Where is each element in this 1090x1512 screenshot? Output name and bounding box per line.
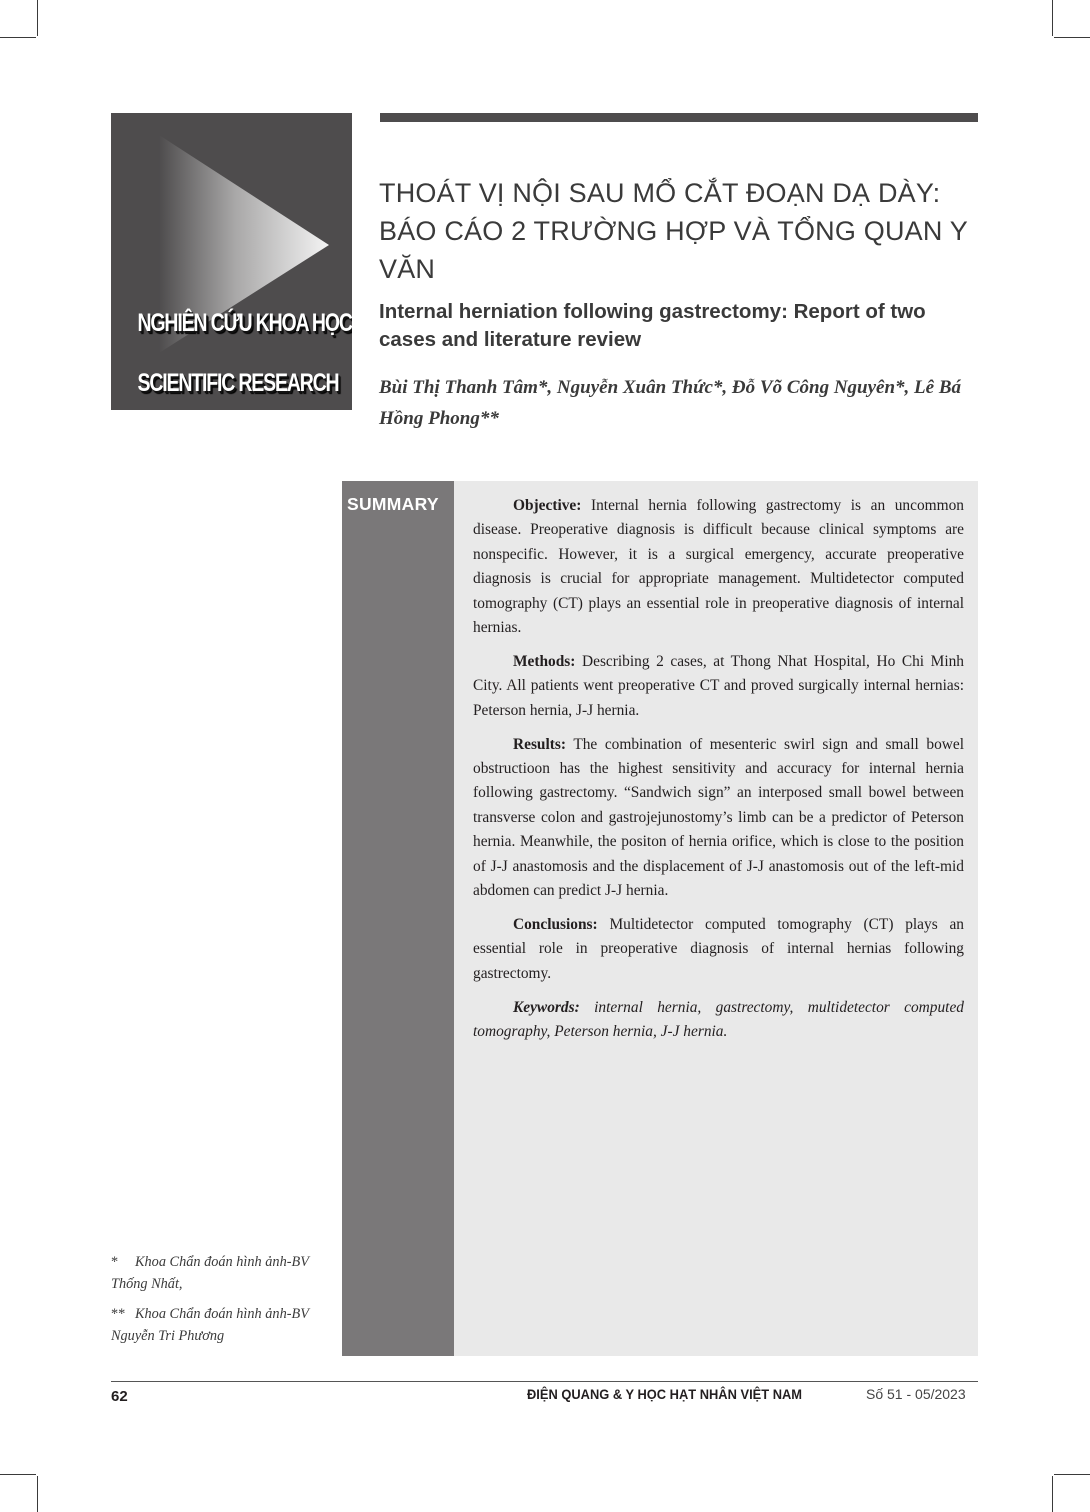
section-label-english: SCIENTIFIC RESEARCH: [137, 369, 339, 397]
crop-mark: [37, 1476, 38, 1512]
summary-sidebar: [342, 481, 454, 1356]
affiliation-marker: **: [111, 1306, 126, 1322]
issue-info: Số 51 - 05/2023: [866, 1386, 966, 1402]
summary-body: [473, 494, 964, 1054]
crop-mark: [37, 0, 38, 36]
article-title-english: Internal herniation following gastrectomy: Report of two cases and literature review: [379, 300, 926, 351]
affiliation-text: Khoa Chẩn đoán hình ảnh-BV Thống Nhất,: [111, 1254, 309, 1292]
objective-label: Objective:: [513, 497, 582, 514]
crop-mark: [1052, 0, 1053, 36]
keywords-text: internal hernia, gastrectomy, multidetector computed tomography, Peterson hernia, J-J hernia.: [473, 998, 964, 1041]
header-rule: [380, 113, 978, 122]
affiliation-item: [111, 1251, 336, 1295]
affiliation-text: Khoa Chẩn đoán hình ảnh-BV Nguyễn Tri Phương: [111, 1306, 309, 1344]
affiliation-item: [111, 1303, 336, 1347]
journal-title: ĐIỆN QUANG & Y HỌC HẠT NHÂN VIỆT NAM: [527, 1386, 803, 1402]
objective-paragraph: [473, 494, 964, 640]
crop-mark: [1054, 37, 1090, 38]
objective-text: Internal hernia following gastrectomy is an uncommon disease. Preoperative diagnosis is difficult because clinical symptoms are nonspecific. However, it is a surgical emergency, accurate preoperative diagnosis is crucial for appropriate management. Multidetector computed tomography (CT) plays an essential role in preoperative diagnosis of internal hernias.: [473, 497, 964, 637]
summary-heading: SUMMARY: [347, 494, 439, 514]
section-label-vietnamese: NGHIÊN CỨU KHOA HỌC: [137, 309, 352, 337]
crop-mark: [1052, 1476, 1053, 1512]
affiliations: [111, 1251, 336, 1355]
page-number: 62: [111, 1388, 128, 1405]
footer-rule: [111, 1381, 978, 1382]
article-title-vietnamese: THOÁT VỊ NỘI SAU MỔ CẮT ĐOẠN DẠ DÀY: BÁO CÁO 2 TRƯỜNG HỢP VÀ TỔNG QUAN Y VĂN: [379, 178, 968, 284]
results-text: The combination of mesenteric swirl sign and small bowel obstructioon has the highest sensitivity and accuracy for internal hernia following gastrectomy. “Sandwich sign” an interposed small bowel between transverse colon and gastrojejunostomy’s limb can be a predictor of Peterson hernia. Meanwhile, the positon of hernia orifice, which is close to the position of J-J anastomosis and the displacement of J-J anastomosis out of the left-mid abdomen can predict J-J hernia.: [473, 735, 964, 900]
results-paragraph: [473, 733, 964, 904]
methods-label: Methods:: [513, 652, 576, 670]
methods-paragraph: [473, 650, 964, 723]
conclusions-paragraph: [473, 913, 964, 986]
arrow-graphic: [111, 113, 352, 410]
summary-panel: [342, 481, 978, 1356]
conclusions-text: Multidetector computed tomography (CT) plays an essential role in preoperative diagnosis of internal hernias following gastrectomy.: [473, 916, 964, 982]
results-label: Results:: [513, 735, 567, 753]
conclusions-label: Conclusions:: [513, 916, 598, 933]
crop-mark: [1054, 1474, 1090, 1475]
crop-mark: [0, 37, 36, 38]
crop-mark: [0, 1474, 36, 1475]
methods-text: Describing 2 cases, at Thong Nhat Hospital, Ho Chi Minh City. All patients went preoperative CT and proved surgically internal hernias: Peterson hernia, J-J hernia.: [473, 652, 964, 719]
affiliation-marker: *: [111, 1254, 119, 1270]
keywords-label: Keywords:: [513, 998, 580, 1016]
keywords-paragraph: [473, 996, 964, 1045]
author-list: Bùi Thị Thanh Tâm*, Nguyễn Xuân Thức*, Đỗ Võ Công Nguyên*, Lê Bá Hồng Phong**: [379, 377, 961, 429]
section-banner: [111, 113, 352, 410]
